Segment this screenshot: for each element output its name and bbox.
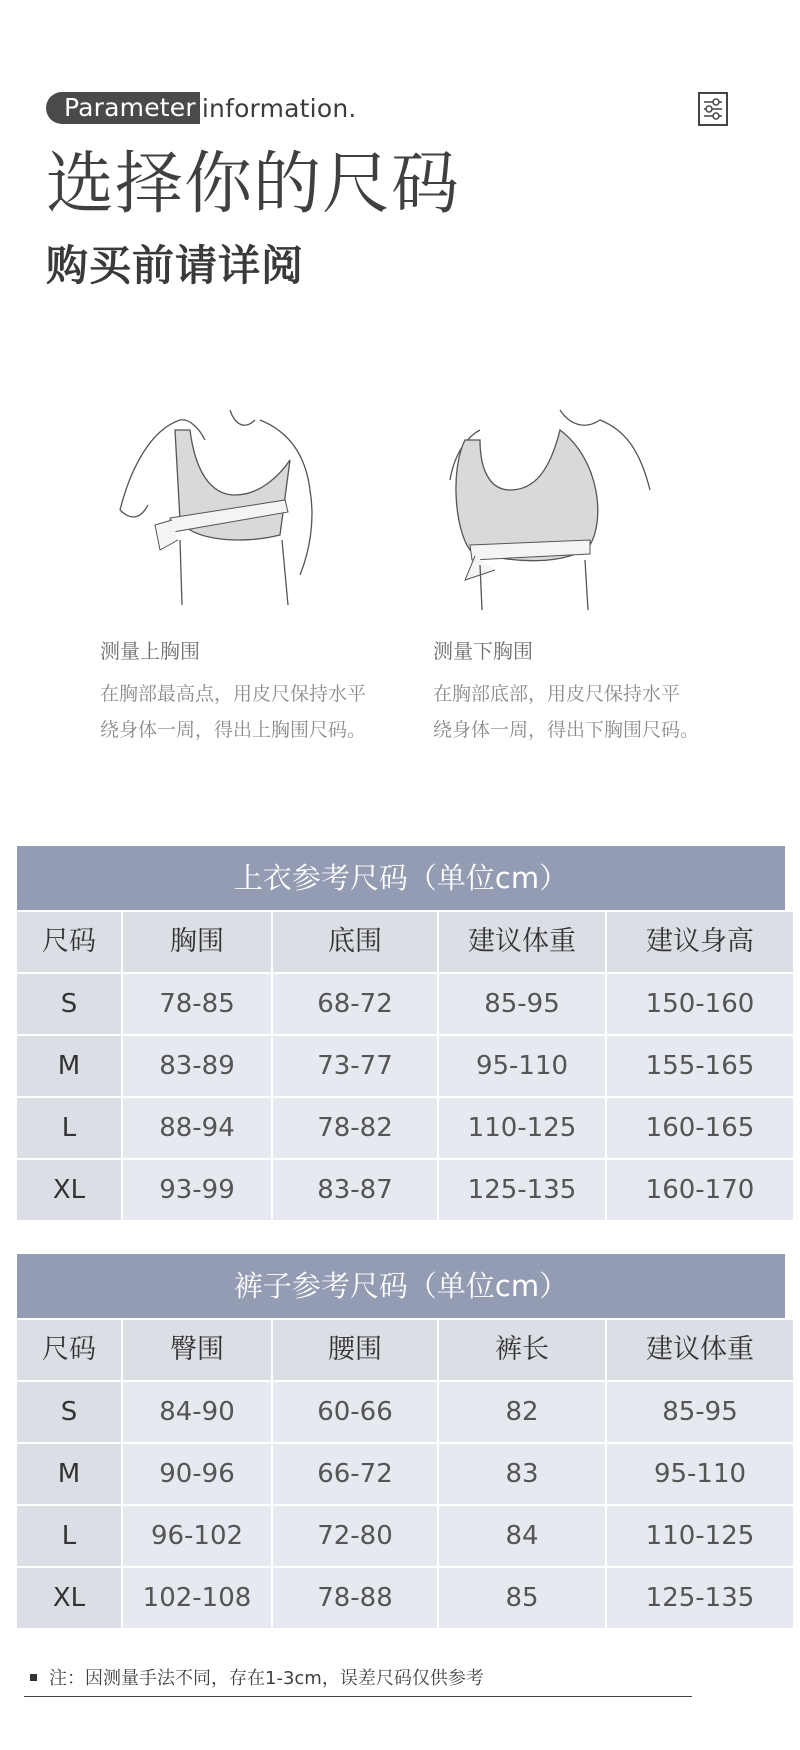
table-cell: 155-165 — [607, 1036, 793, 1096]
table-cell: 78-82 — [273, 1098, 437, 1158]
table-cell: 150-160 — [607, 974, 793, 1034]
top-table-title: 上衣参考尺码（单位cm） — [17, 846, 785, 910]
table-cell: 93-99 — [123, 1160, 271, 1220]
table-cell: L — [17, 1506, 121, 1566]
table-cell: 88-94 — [123, 1098, 271, 1158]
header-cell: 腰围 — [273, 1320, 437, 1380]
table-cell: 95-110 — [439, 1036, 605, 1096]
header-cell: 建议体重 — [439, 912, 605, 972]
page-subtitle: 购买前请详阅 — [46, 241, 305, 290]
table-cell: 72-80 — [273, 1506, 437, 1566]
table-cell: 60-66 — [273, 1382, 437, 1442]
table-cell: 85 — [439, 1568, 605, 1628]
pants-size-table — [17, 1254, 785, 1628]
header-cell: 建议身高 — [607, 912, 793, 972]
lower-chest-title: 测量下胸围 — [433, 639, 533, 663]
table-cell: 90-96 — [123, 1444, 271, 1504]
header-cell: 建议体重 — [607, 1320, 793, 1380]
bullet-square-icon — [30, 1674, 37, 1681]
table-cell: 73-77 — [273, 1036, 437, 1096]
table-cell: 83 — [439, 1444, 605, 1504]
table-cell: 85-95 — [607, 1382, 793, 1442]
table-cell: 84-90 — [123, 1382, 271, 1442]
table-row — [17, 1160, 785, 1220]
table-cell: 68-72 — [273, 974, 437, 1034]
table-cell: 82 — [439, 1382, 605, 1442]
table-cell: 125-135 — [439, 1160, 605, 1220]
parameter-header — [46, 92, 357, 124]
lower-chest-measure-illustration — [440, 400, 670, 620]
header-cell: 胸围 — [123, 912, 271, 972]
table-cell: XL — [17, 1160, 121, 1220]
pants-table-title: 裤子参考尺码（单位cm） — [17, 1254, 785, 1318]
table-cell: 83-87 — [273, 1160, 437, 1220]
table-cell: S — [17, 974, 121, 1034]
page-title: 选择你的尺码 — [46, 145, 461, 224]
table-cell: M — [17, 1036, 121, 1096]
upper-chest-measure-illustration — [110, 400, 360, 620]
table-row — [17, 974, 785, 1034]
header-cell: 尺码 — [17, 912, 121, 972]
table-cell: 78-85 — [123, 974, 271, 1034]
table-cell: XL — [17, 1568, 121, 1628]
upper-chest-caption — [100, 636, 366, 748]
footnote-text: 注：因测量手法不同，存在1-3cm，误差尺码仅供参考 — [49, 1668, 484, 1689]
table-cell: L — [17, 1098, 121, 1158]
table-row — [17, 1568, 785, 1628]
table-row — [17, 1382, 785, 1442]
table-cell: M — [17, 1444, 121, 1504]
header-cell: 臀围 — [123, 1320, 271, 1380]
upper-chest-line1: 在胸部最高点，用皮尺保持水平 — [100, 683, 367, 705]
table-row — [17, 1036, 785, 1096]
table-cell: 160-165 — [607, 1098, 793, 1158]
table-cell: 78-88 — [273, 1568, 437, 1628]
lower-chest-caption — [433, 636, 699, 748]
parameter-tail: information. — [201, 93, 357, 123]
upper-chest-line2: 绕身体一周，得出上胸围尺码。 — [100, 719, 367, 741]
parameter-pill: Parameter — [46, 92, 200, 124]
header-cell: 尺码 — [17, 1320, 121, 1380]
table-row — [17, 1444, 785, 1504]
table-cell: 125-135 — [607, 1568, 793, 1628]
table-cell: 96-102 — [123, 1506, 271, 1566]
table-cell: 110-125 — [439, 1098, 605, 1158]
table-cell: 83-89 — [123, 1036, 271, 1096]
lower-chest-line1: 在胸部底部，用皮尺保持水平 — [433, 683, 681, 705]
table-header-row — [17, 1320, 785, 1380]
table-cell: 160-170 — [607, 1160, 793, 1220]
upper-chest-title: 测量上胸围 — [100, 639, 200, 663]
footnote — [30, 1664, 484, 1690]
top-size-table — [17, 846, 785, 1220]
header-cell: 底围 — [273, 912, 437, 972]
table-cell: 66-72 — [273, 1444, 437, 1504]
table-cell: 84 — [439, 1506, 605, 1566]
table-header-row — [17, 912, 785, 972]
table-cell: 110-125 — [607, 1506, 793, 1566]
filter-sliders-icon — [698, 92, 728, 126]
table-row — [17, 1506, 785, 1566]
table-cell: 102-108 — [123, 1568, 271, 1628]
table-cell: 95-110 — [607, 1444, 793, 1504]
header-cell: 裤长 — [439, 1320, 605, 1380]
lower-chest-line2: 绕身体一周，得出下胸围尺码。 — [433, 719, 700, 741]
table-row — [17, 1098, 785, 1158]
table-cell: S — [17, 1382, 121, 1442]
footnote-divider — [24, 1696, 692, 1697]
table-cell: 85-95 — [439, 974, 605, 1034]
